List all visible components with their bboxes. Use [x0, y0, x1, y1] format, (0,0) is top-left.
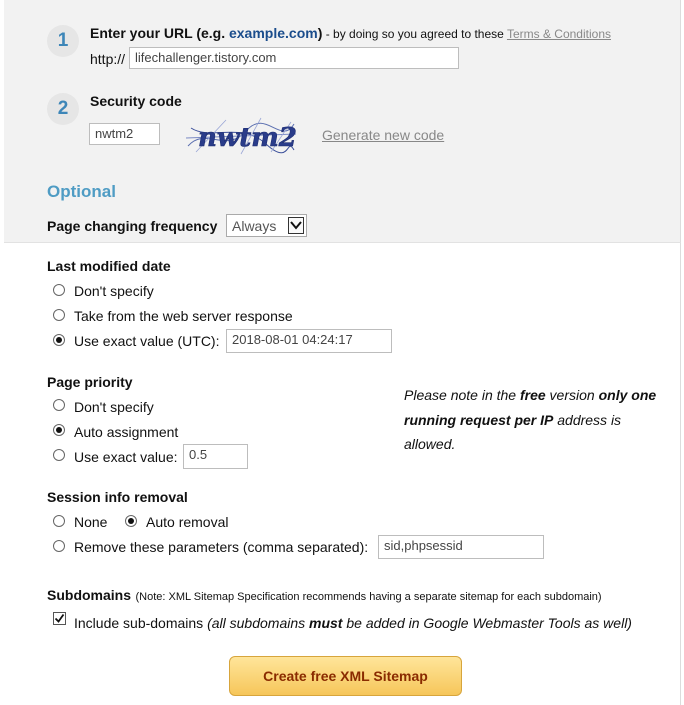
session-radio-auto[interactable]: [125, 515, 137, 527]
captcha-image: [186, 116, 296, 156]
generate-new-code-link[interactable]: Generate new code: [322, 127, 445, 143]
session-radio-remove[interactable]: [53, 540, 65, 552]
url-heading-suffix: ): [317, 25, 323, 41]
lastmod-option-dont-specify: Don't specify: [74, 283, 154, 299]
session-option-auto: Auto removal: [146, 514, 229, 530]
priority-radio-exact[interactable]: [53, 449, 65, 461]
agreement-text: - by doing so you agreed to these: [322, 27, 507, 41]
priority-heading: Page priority: [47, 374, 133, 390]
step-number-2: 2: [47, 93, 79, 125]
session-radio-none[interactable]: [53, 515, 65, 527]
lastmod-option-server-response: Take from the web server response: [74, 308, 293, 324]
lastmod-option-exact: Use exact value (UTC):: [74, 333, 220, 349]
session-params-input[interactable]: sid,phpsessid: [378, 535, 544, 559]
priority-option-dont-specify: Don't specify: [74, 399, 154, 415]
include-subdomains-label: [48, 611, 638, 635]
include-subdomains-text: Include sub-domains: [74, 615, 204, 631]
url-input[interactable]: lifechallenger.tistory.com: [129, 47, 459, 69]
url-heading: [90, 25, 611, 41]
note-text-1: Please note in the: [404, 387, 520, 403]
lastmod-radio-exact[interactable]: [53, 334, 65, 346]
chevron-down-icon[interactable]: [288, 217, 304, 234]
frequency-select[interactable]: [226, 214, 307, 237]
include-note-post: be added in Google Webmaster Tools as well): [342, 615, 632, 631]
security-code-input[interactable]: nwtm2: [89, 123, 160, 145]
frequency-selected-value: Always: [232, 218, 277, 234]
lastmod-exact-input[interactable]: 2018-08-01 04:24:17: [226, 329, 392, 353]
note-text-3: address is allowed.: [404, 411, 622, 452]
free-version-note: [404, 383, 664, 457]
frequency-label: Page changing frequency: [47, 218, 218, 234]
captcha-text: nwtm2: [198, 123, 296, 153]
step-number-1: 1: [47, 25, 79, 57]
note-bold-free: free: [519, 387, 546, 403]
session-heading: Session info removal: [47, 489, 188, 505]
session-option-none: None: [74, 514, 108, 530]
optional-heading: Optional: [47, 182, 116, 201]
priority-option-auto: Auto assignment: [74, 424, 179, 440]
captcha-noise-graphic: [186, 116, 296, 156]
include-note-bold: must: [309, 615, 343, 631]
include-note-pre: (all subdomains: [207, 615, 310, 631]
subdomains-title: Subdomains: [47, 587, 132, 603]
url-prefix-label: http://: [90, 51, 126, 67]
priority-exact-input[interactable]: 0.5: [183, 444, 248, 469]
security-code-heading: Security code: [90, 93, 182, 109]
url-heading-example: example.com: [228, 25, 318, 41]
lastmod-radio-server-response[interactable]: [53, 309, 65, 321]
note-bold-limit: only one running request per IP: [404, 387, 657, 428]
url-heading-prefix: Enter your URL (e.g.: [90, 25, 229, 41]
lastmod-radio-dont-specify[interactable]: [53, 284, 65, 296]
session-option-remove: Remove these parameters (comma separated):: [74, 539, 369, 555]
priority-option-exact: Use exact value:: [74, 449, 178, 465]
subdomains-note: (Note: XML Sitemap Specification recommends having a separate sitemap for each subdomain): [135, 591, 602, 603]
note-text-2: version: [545, 387, 599, 403]
terms-link[interactable]: Terms & Conditions: [506, 27, 611, 41]
create-sitemap-button[interactable]: Create free XML Sitemap: [229, 656, 462, 696]
subdomains-heading: [47, 587, 602, 605]
priority-radio-dont-specify[interactable]: [53, 399, 65, 411]
priority-radio-auto[interactable]: [53, 424, 65, 436]
last-modified-heading: Last modified date: [47, 258, 171, 274]
include-note: [207, 615, 632, 631]
